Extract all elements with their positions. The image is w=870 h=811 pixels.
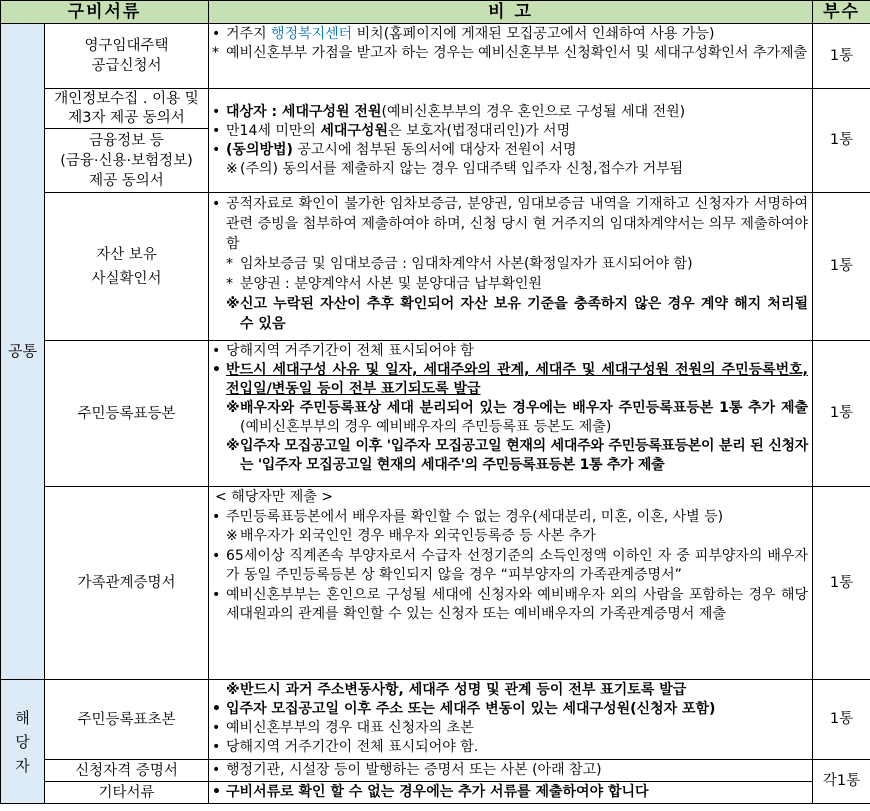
category-char: 해 xyxy=(15,708,30,727)
doc-name-line: 공급신청서 xyxy=(91,58,162,74)
note-text: 배우자와 주민등록표상 세대 분리되어 있는 경우에는 배우자 주민등록표등본 1통 추가 제출 xyxy=(240,400,809,416)
table-row xyxy=(1,89,870,129)
note-cell xyxy=(209,487,813,680)
copies-cell: 1통 xyxy=(813,487,870,680)
note-cell xyxy=(209,89,813,193)
note-line xyxy=(212,719,808,738)
note-text: 당해지역 거주기간이 전체 표시되어야 함 xyxy=(226,343,474,359)
reference-mark-icon: ※ xyxy=(226,438,240,454)
note-text: 대상자 : 세대구성원 전원 xyxy=(226,103,382,120)
copies-cell: 1통 xyxy=(813,341,870,487)
bullet-icon: • xyxy=(212,701,221,717)
reference-mark-icon: ※ xyxy=(226,682,240,698)
bullet-icon: • xyxy=(212,26,221,42)
note-text: (예비신혼부부의 경우 예비배우자의 주민등록표 등본도 제출) xyxy=(240,419,612,435)
note-line xyxy=(212,700,808,719)
doc-name-line: 사실확인서 xyxy=(91,270,162,287)
doc-name xyxy=(45,193,209,341)
doc-name: 가족관계증명서 xyxy=(45,487,209,680)
note-line xyxy=(212,361,808,399)
note-text: 세대구성원 xyxy=(320,122,388,139)
note-text: 구비서류로 확인 할 수 없는 경우에는 추가 서류를 제출하여야 합니다 xyxy=(226,784,649,800)
table-row xyxy=(1,760,870,782)
bullet-icon: • xyxy=(212,547,221,564)
note-text: 입주자 모집공고일 이후 주소 또는 세대주 변동이 있는 세대구성원(신청자 포함) xyxy=(226,701,716,717)
note-text: 공적자료로 확인이 불가한 임차보증금, 분양권, 임대보증금 내역을 기재하고 신청자가 서명하여 관련 증빙을 첨부하여 제출하여야 하며, 신청 당시 현 거주지의 임대차계약서는 의무 제출하여야 함 xyxy=(226,196,809,252)
table-row xyxy=(1,782,870,804)
category-common: 공통 xyxy=(1,24,45,680)
reference-mark-icon: ※ xyxy=(226,296,240,312)
note-text: 은 보호자(법정대리인)가 서명 xyxy=(387,122,571,139)
bullet-icon: • xyxy=(212,720,221,736)
header-copies: 부수 xyxy=(813,1,870,24)
note-line xyxy=(212,122,808,141)
bullet-icon: • xyxy=(212,784,221,800)
doc-name-line: 제3자 제공 동의서 xyxy=(68,109,185,126)
note-line xyxy=(212,508,808,528)
table-row xyxy=(1,341,870,487)
category-char: 당 xyxy=(15,732,30,751)
note-cell xyxy=(209,760,813,782)
doc-name-line: 개인정보수집 . 이용 및 xyxy=(54,90,199,107)
note-text: 입주자 모집공고일 이후 '입주자 모집공고일 현재의 세대주와 주민등록표등본이 분리 된 신청자는 '입주자 모집공고일 현재의 세대주'의 주민등록표등본 1통 추가 제출 xyxy=(240,438,809,473)
doc-name-line: 제공 동의서 xyxy=(89,172,164,189)
table-row xyxy=(1,487,870,680)
asterisk-icon: * xyxy=(212,45,220,61)
note-line xyxy=(212,25,808,44)
note-text: 65세이상 직계존속 부양자로서 수급자 선정기준의 소득인정액 이하인 자 중 피부양자의 배우자가 동일 주민등록등본 상 확인되지 않을 경우 “피부양자의 가족관계증명서” xyxy=(226,547,809,583)
asterisk-icon: * xyxy=(226,256,234,272)
bullet-icon: • xyxy=(212,508,221,525)
note-cell xyxy=(209,193,813,341)
note-line: < 해당자만 제출 > xyxy=(215,489,333,505)
copies-cell: 1통 xyxy=(813,24,870,89)
note-text: 행정기관, 시설장 등이 발행하는 증명서 또는 사본 (아래 참고) xyxy=(226,762,602,778)
doc-name-line: 금융정보 등 xyxy=(89,132,164,149)
reference-mark-icon: ※ xyxy=(226,400,240,416)
table-row xyxy=(1,680,870,760)
note-text: 예비신혼부부의 경우 대표 신청자의 초본 xyxy=(226,720,474,736)
header-row xyxy=(1,1,870,24)
note-cell xyxy=(209,341,813,487)
doc-name: 주민등록표등본 xyxy=(45,341,209,487)
note-text: 공고시에 첨부된 동의서에 대상자 전원이 서명 xyxy=(292,141,577,158)
note-line xyxy=(212,342,808,361)
note-line xyxy=(212,160,808,179)
bullet-icon: • xyxy=(212,122,221,139)
bullet-icon: • xyxy=(212,103,221,120)
note-line xyxy=(212,141,808,160)
bullet-icon: • xyxy=(212,762,221,778)
bullet-icon: • xyxy=(212,586,221,603)
note-cell xyxy=(209,24,813,89)
doc-name xyxy=(45,89,209,129)
reference-mark-icon: ※ xyxy=(226,160,238,177)
doc-name-line: (금융·신용·보험정보) xyxy=(60,152,193,169)
note-text: 거주지 xyxy=(226,26,272,42)
note-cell xyxy=(209,782,813,804)
header-notes: 비 고 xyxy=(209,1,813,24)
doc-name xyxy=(45,24,209,89)
note-line xyxy=(212,681,808,700)
copies-cell: 1통 xyxy=(813,89,870,193)
note-text: 비치(홈페이지에 게재된 모집공고에서 인쇄하여 사용 가능) xyxy=(352,26,715,42)
note-line xyxy=(212,547,808,586)
note-line xyxy=(212,274,808,294)
note-line xyxy=(212,761,808,780)
note-line xyxy=(212,586,808,625)
note-text: 분양권 : 분양계약서 사본 및 분양대금 납부확인원 xyxy=(240,276,542,292)
note-text: 당해지역 거주기간이 전체 표시되어야 함. xyxy=(226,739,479,755)
note-line xyxy=(212,194,808,254)
note-text: (예비신혼부부의 경우 혼인으로 구성될 세대 전원) xyxy=(381,103,686,120)
note-text: 배우자가 외국인인 경우 배우자 외국인등록증 등 사본 추가 xyxy=(240,528,596,544)
note-line xyxy=(212,44,808,63)
note-line xyxy=(212,254,808,274)
category-applicable xyxy=(1,680,45,804)
asterisk-icon: * xyxy=(226,276,234,292)
note-text: 주민등록표등본에서 배우자를 확인할 수 없는 경우(세대분리, 미혼, 이혼, 사별 등) xyxy=(226,508,724,525)
reference-mark-icon: ※ xyxy=(226,528,238,544)
note-line xyxy=(212,399,808,437)
note-text: 만14세 미만의 xyxy=(226,122,321,139)
doc-name: 기타서류 xyxy=(45,782,209,804)
note-text: 임차보증금 및 임대보증금 : 임대차계약서 사본(확정일자가 표시되어야 함) xyxy=(240,256,693,272)
bullet-icon: • xyxy=(212,141,221,158)
note-text: (동의방법) xyxy=(226,141,293,158)
note-text: 신고 누락된 자산이 추후 확인되어 자산 보유 기준을 충족하지 않은 경우 계약 해지 처리될 수 있음 xyxy=(240,296,809,332)
doc-name-line: 영구임대주택 xyxy=(84,38,169,54)
note-text: (주의) 동의서를 제출하지 않는 경우 임대주택 입주자 신청,접수가 거부됨 xyxy=(240,160,684,177)
note-cell xyxy=(209,680,813,760)
copies-cell: 각1통 xyxy=(813,760,870,804)
note-line xyxy=(212,294,808,334)
doc-name: 주민등록표초본 xyxy=(45,680,209,760)
note-line xyxy=(212,527,808,547)
copies-cell: 1통 xyxy=(813,193,870,341)
note-line xyxy=(212,437,808,475)
table-row xyxy=(1,24,870,89)
note-line xyxy=(212,738,808,757)
header-docs: 구비서류 xyxy=(1,1,209,24)
note-text: 반드시 세대구성 사유 및 일자, 세대주와의 관계, 세대주 및 세대구성원 전원의 주민등록번호, 전입일/변동일 등이 전부 표기되도록 발급 xyxy=(226,362,809,397)
bullet-icon: • xyxy=(212,362,221,378)
copies-cell: 1통 xyxy=(813,680,870,760)
doc-name-line: 자산 보유 xyxy=(96,246,157,263)
bullet-icon: • xyxy=(212,343,221,359)
note-line xyxy=(212,783,808,802)
note-highlight: 행정복지센터 xyxy=(271,26,353,42)
doc-name xyxy=(45,129,209,193)
table-row xyxy=(1,193,870,341)
note-text: 반드시 과거 주소변동사항, 세대주 성명 및 관계 등이 전부 표기토록 발급 xyxy=(240,682,687,698)
bullet-icon: • xyxy=(212,196,221,212)
doc-name: 신청자격 증명서 xyxy=(45,760,209,782)
note-text: 예비신혼부부는 혼인으로 구성될 세대에 신청자와 예비배우자 외의 사람을 포함하는 경우 해당 세대원과의 관계를 확인할 수 있는 신청자 또는 예비배우자의 가족관계증명서 제출 xyxy=(226,586,809,622)
note-line xyxy=(212,103,808,122)
note-text: 예비신혼부부 가점을 받고자 하는 경우는 예비신혼부부 신청확인서 및 세대구성확인서 추가제출 xyxy=(226,45,808,61)
bullet-icon: • xyxy=(212,739,221,755)
category-char: 자 xyxy=(15,756,30,775)
